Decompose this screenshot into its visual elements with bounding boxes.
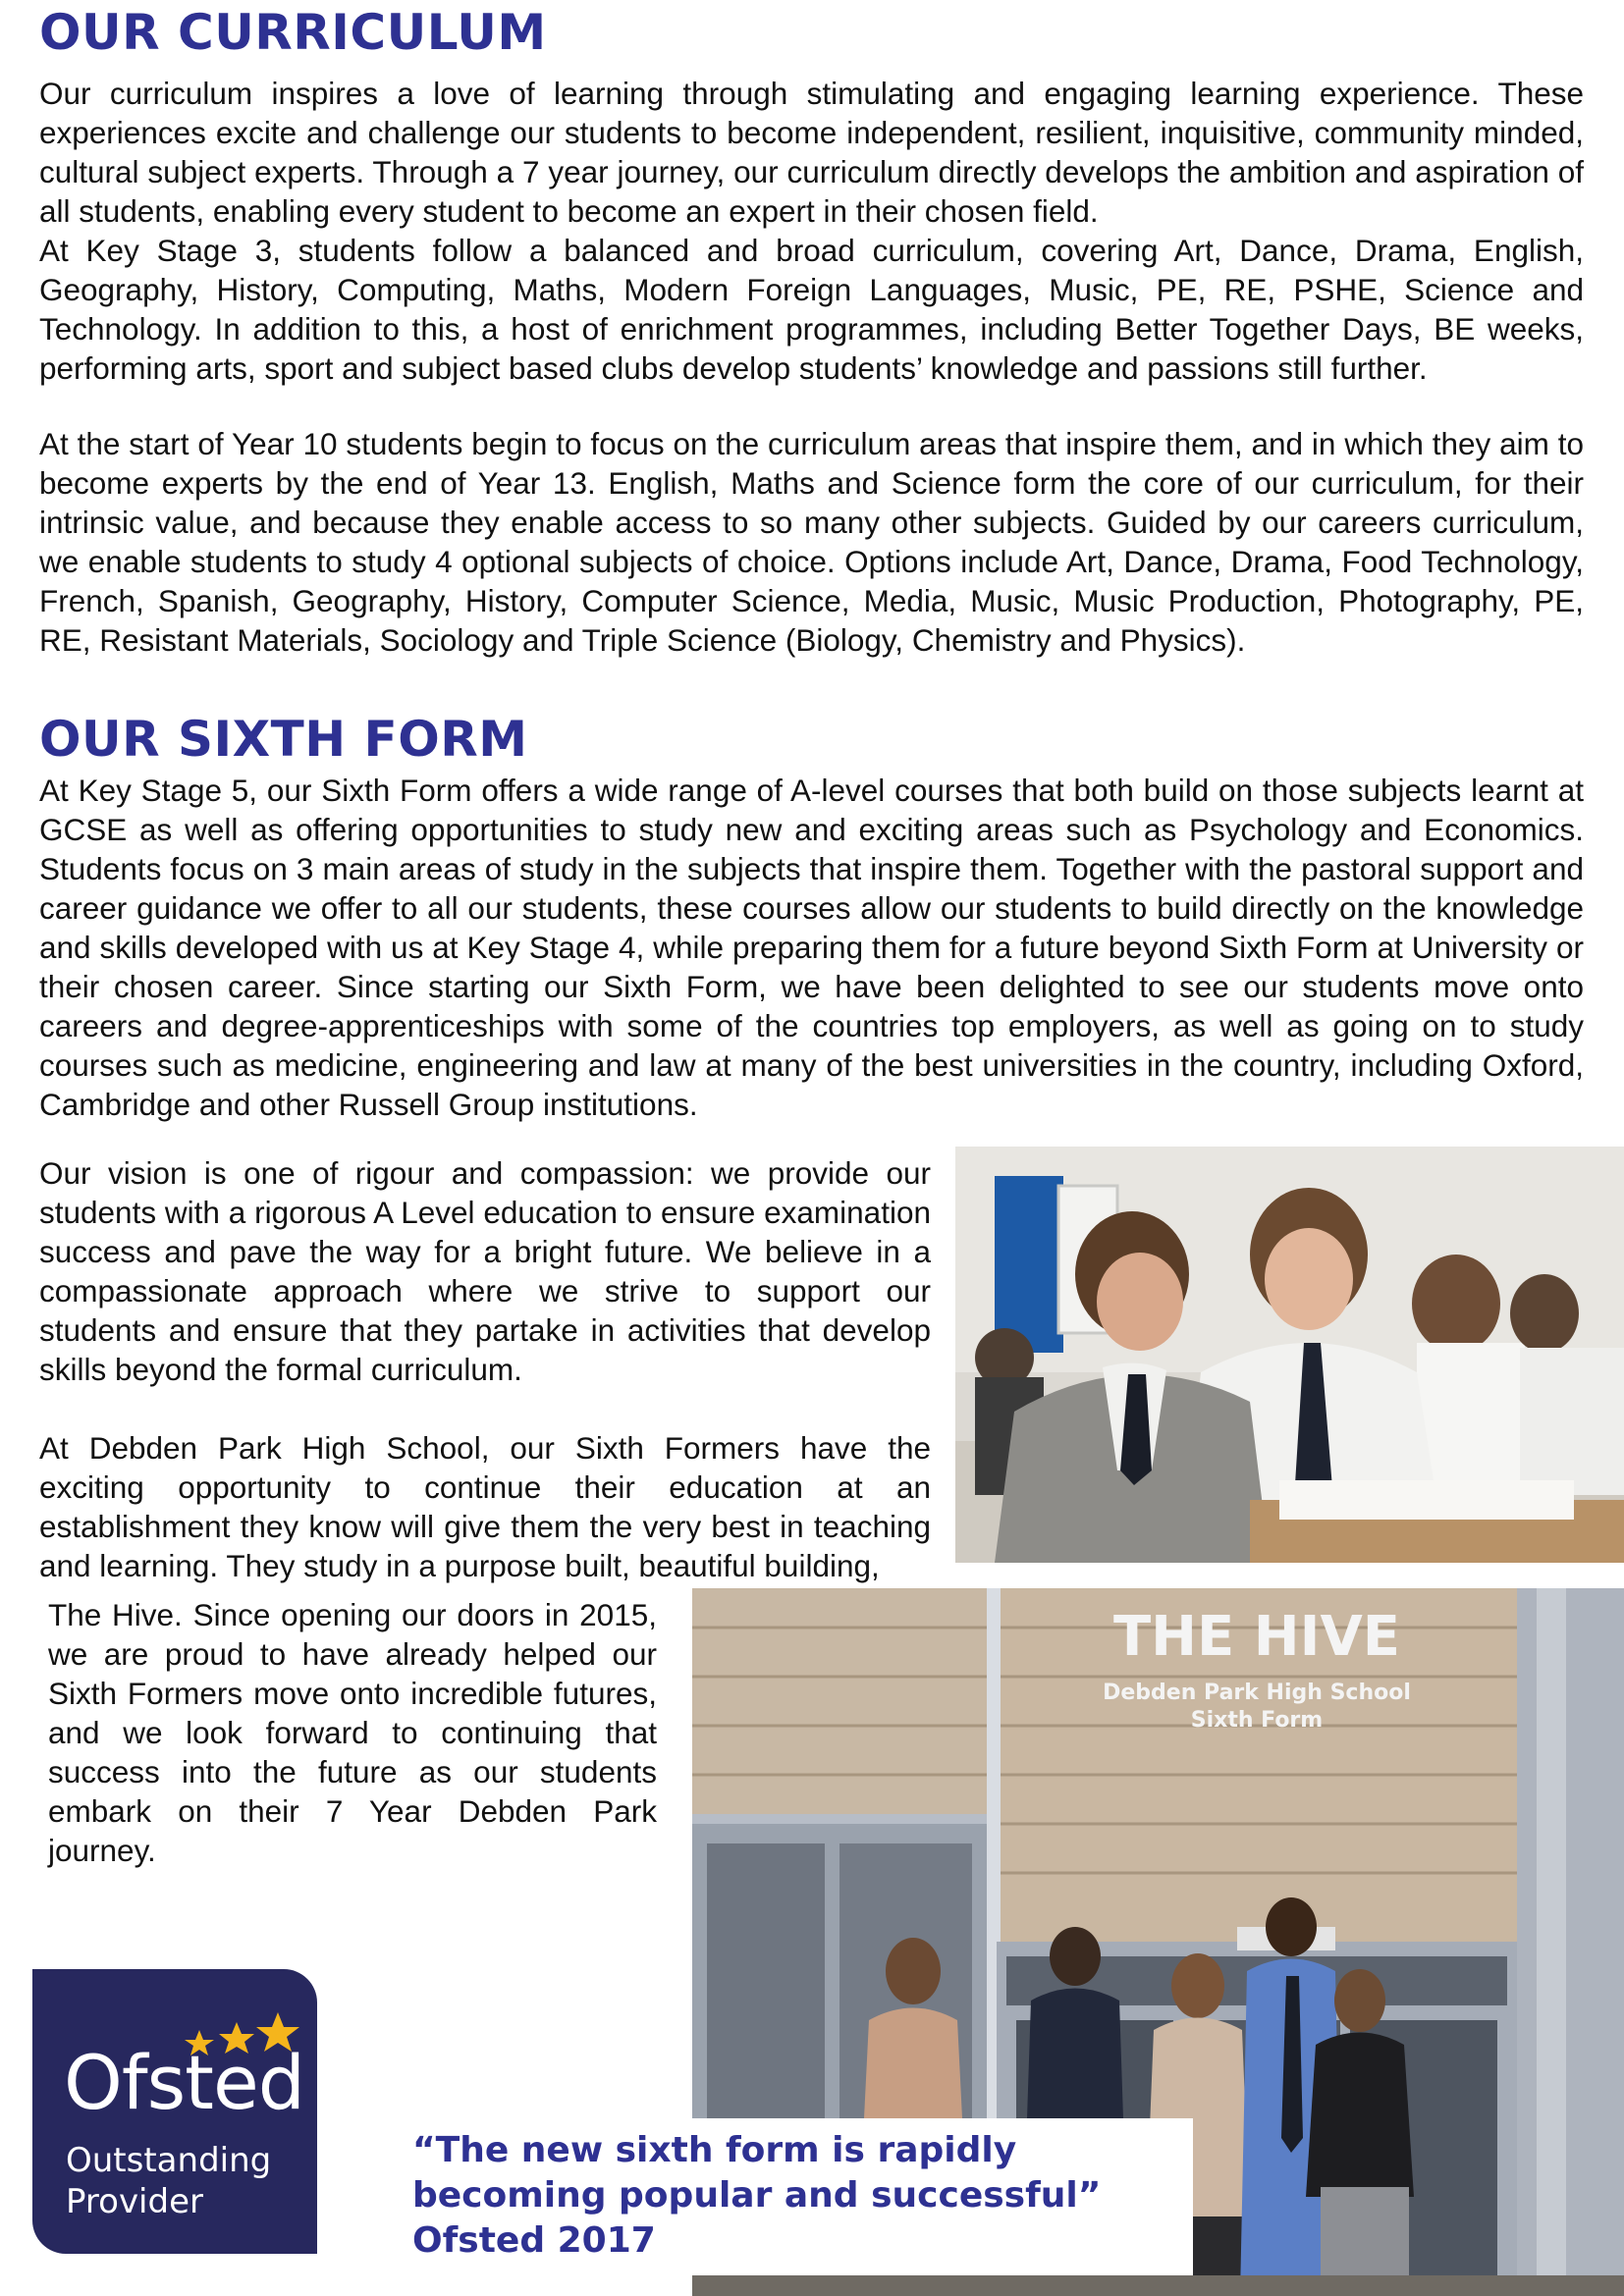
- hive-sign-title: THE HIVE: [1112, 1605, 1401, 1669]
- ofsted-badge-outstanding: Outstanding: [66, 2141, 272, 2180]
- hive-sign-school-name: Debden Park High School: [1103, 1681, 1411, 1705]
- sixth-form-paragraph-key-stage-5: At Key Stage 5, our Sixth Form offers a wide range of A-level courses that both build on those subjects learnt at GCSE as well as offering opportunities to study new and exciting areas such as Psychology and Economics. Students focus on 3 main areas of study in the subjects that inspire them. Together with the pastoral support and career guidance we offer to all our students, these courses allow our students to build directly on the knowledge and skills developed with us at Key Stage 4, while preparing them for a future beyond Sixth Form at University or their chosen career. Since starting our Sixth Form, we have been delighted to see our students move onto careers and degree-apprenticeships with some of the countries top employers, as well as going on to study courses such as medicine, engineering and law at many of the best universities in the country, including Oxford, Cambridge and other Russell Group institutions.: [39, 773, 1584, 1122]
- ofsted-badge-provider: Provider: [66, 2182, 203, 2221]
- curriculum-paragraph-key-stage-3: At Key Stage 3, students follow a balanced and broad curriculum, covering Art, Dance, Drama, English, Geography, History, Computing, Maths, Modern Foreign Languages, Music, PE, RE, PSHE, Science and Technology. In addition to this, a host of enrichment programmes, including Better Together Days, BE weeks, performing arts, sport and subject based clubs develop students’ knowledge and passions still further.: [39, 233, 1584, 386]
- curriculum-paragraph-year-10: At the start of Year 10 students begin to focus on the curriculum areas that inspire them, and in which they aim to become experts by the end of Year 13. English, Maths and Science form the core of our curriculum, for their intrinsic value, and because they enable access to so many other subjects. Guided by our careers curriculum, we enable students to study 4 optional subjects of choice. Options include Art, Dance, Drama, Food Technology, French, Spanish, Geography, History, Computer Science, Media, Music, Music Production, Photography, PE, RE, Resistant Materials, Sociology and Triple Science (Biology, Chemistry and Physics).: [39, 426, 1584, 658]
- ofsted-quote: [403, 2118, 1193, 2275]
- curriculum-heading: OUR CURRICULUM: [39, 4, 547, 61]
- sixth-form-paragraph-vision: Our vision is one of rigour and compassion: we provide our students with a rigorous A Level education to ensure examination success and pave the way for a bright future. We believe in a compassionate approach where we strive to support our students and ensure that they partake in activities that develop skills beyond the formal curriculum.: [39, 1155, 931, 1387]
- quote-line-2: becoming popular and successful”: [412, 2175, 1102, 2216]
- students-classroom-photo: [955, 1147, 1624, 1563]
- sixth-form-paragraph-the-hive: The Hive. Since opening our doors in 2015, we are proud to have already helped our Sixth Formers move onto incredible futures, and we look forward to continuing that success into the future as our students embark on their 7 Year Debden Park journey.: [48, 1597, 657, 1868]
- quote-line-1: “The new sixth form is rapidly: [412, 2130, 1017, 2170]
- quote-attribution: Ofsted 2017: [412, 2220, 656, 2261]
- ofsted-outstanding-badge: [32, 1969, 317, 2254]
- sixth-form-heading: OUR SIXTH FORM: [39, 711, 528, 768]
- curriculum-paragraph-intro: Our curriculum inspires a love of learning through stimulating and engaging learning experience. These experiences excite and challenge our students to become independent, resilient, inquisitive, community minded, cultural subject experts. Through a 7 year journey, our curriculum directly develops the ambition and aspiration of all students, enabling every student to become an expert in their chosen field.: [39, 76, 1584, 229]
- ofsted-wordmark: Ofsted: [64, 2039, 304, 2126]
- hive-sign-sixth-form: Sixth Form: [1190, 1708, 1324, 1733]
- sixth-form-paragraph-debden-park: At Debden Park High School, our Sixth Formers have the exciting opportunity to continue their education at an establishment they know will give them the very best in teaching and learning. They study in a purpose built, beautiful building,: [39, 1430, 931, 1583]
